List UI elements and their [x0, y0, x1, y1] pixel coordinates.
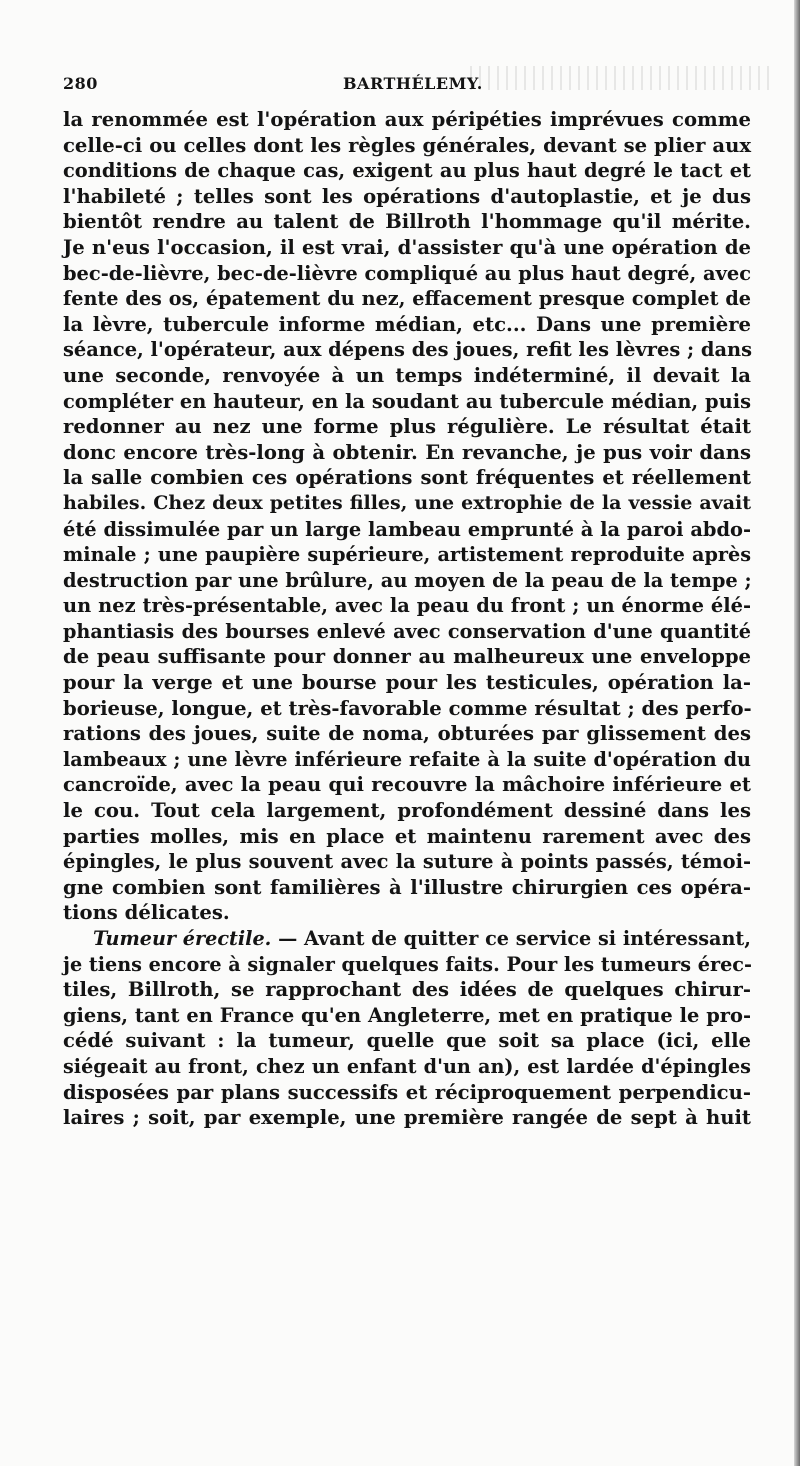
text-line: bientôt rendre au talent de Billroth l'hommage qu'il mérite. [63, 210, 751, 234]
text-line: séance, l'opérateur, aux dépens des joues, refit les lèvres ; dans [63, 338, 753, 362]
text-line: la lèvre, tubercule informe médian, etc... Dans une première [63, 312, 751, 336]
text-line: un nez très-présentable, avec la peau du front ; un énorme élé- [63, 594, 751, 618]
section-heading: Tumeur érectile. [93, 927, 272, 950]
text-line: tions délicates. [63, 901, 230, 925]
text-line: laires ; soit, par exemple, une première rangée de sept à huit [63, 1106, 751, 1130]
text-line: une seconde, renvoyée à un temps indéterminé, il devait la [63, 363, 751, 387]
text-line: bec-de-lièvre, bec-de-lièvre compliqué au plus haut degré, avec [63, 261, 751, 285]
text-line-rest: — Avant de quitter ce service si intéressant, [271, 927, 751, 950]
text-line: minale ; une paupière supérieure, artistement reproduite après [63, 543, 751, 567]
text-line: donc encore très-long à obtenir. En revanche, je pus voir dans [63, 440, 751, 464]
text-line: cédé suivant : la tumeur, quelle que soit sa place (ici, elle [63, 1029, 751, 1053]
text-line: habiles. Chez deux petites filles, une extrophie de la vessie avait [63, 491, 751, 514]
text-line: borieuse, longue, et très-favorable comme résultat ; des perfo- [63, 696, 752, 720]
text-line: gne combien sont familières à l'illustre chirurgien ces opéra- [63, 875, 751, 899]
text-line: conditions de chaque cas, exigent au plus haut degré le tact et [63, 159, 751, 183]
text-line: épingles, le plus souvent avec la suture à points passés, témoi- [63, 850, 751, 874]
paragraph-tumeur-erectile [63, 926, 751, 1131]
text-line [63, 926, 751, 952]
text-line: rations des joues, suite de noma, obturées par glissement des [63, 722, 751, 746]
text-line: je tiens encore à signaler quelques faits. Pour les tumeurs érec- [63, 952, 752, 976]
running-head: BARTHÉLEMY. [343, 74, 483, 93]
text-line: fente des os, épatement du nez, effacement presque complet de [63, 287, 751, 311]
text-line: la renommée est l'opération aux péripéties imprévues comme [63, 108, 751, 131]
text-line: celle-ci ou celles dont les règles générales, devant se plier aux [63, 133, 751, 157]
text-line: Je n'eus l'occasion, il est vrai, d'assister qu'à une opération de [63, 235, 751, 259]
text-line: giens, tant en France qu'en Angleterre, met en pratique le pro- [63, 1003, 751, 1027]
page-header [63, 74, 751, 98]
paragraph-autoplastie [63, 107, 751, 926]
page-edge-shadow [794, 0, 800, 1466]
text-line: disposées par plans successifs et réciproquement perpendicu- [63, 1080, 751, 1104]
page-number: 280 [63, 74, 98, 93]
text-line: tiles, Billroth, se rapprochant des idées de quelques chirur- [63, 978, 751, 1002]
text-line: phantiasis des bourses enlevé avec conservation d'une quantité [63, 619, 751, 643]
text-line: destruction par une brûlure, au moyen de la peau de la tempe ; [63, 568, 752, 592]
text-line: été dissimulée par un large lambeau emprunté à la paroi abdo- [63, 517, 751, 541]
text-line: cancroïde, avec la peau qui recouvre la mâchoire inférieure et [63, 773, 751, 797]
text-line: le cou. Tout cela largement, profondément dessiné dans les [63, 799, 751, 823]
text-line: parties molles, mis en place et maintenu rarement avec des [63, 824, 751, 848]
text-line: lambeaux ; une lèvre inférieure refaite à la suite d'opération du [63, 747, 751, 771]
text-line: la salle combien ces opérations sont fréquentes et réellement [63, 466, 751, 490]
text-line: l'habileté ; telles sont les opérations d'autoplastie, et je dus [63, 184, 751, 208]
text-line: compléter en hauteur, en la soudant au tubercule médian, puis [63, 389, 751, 413]
text-line: pour la verge et une bourse pour les testicules, opération la- [63, 671, 751, 695]
text-line: siégeait au front, chez un enfant d'un an), est lardée d'épingles [63, 1054, 751, 1078]
text-line: de peau suffisante pour donner au malheureux une enveloppe [63, 645, 751, 669]
body-text [63, 107, 751, 1131]
text-line: redonner au nez une forme plus régulière. Le résultat était [63, 415, 751, 439]
